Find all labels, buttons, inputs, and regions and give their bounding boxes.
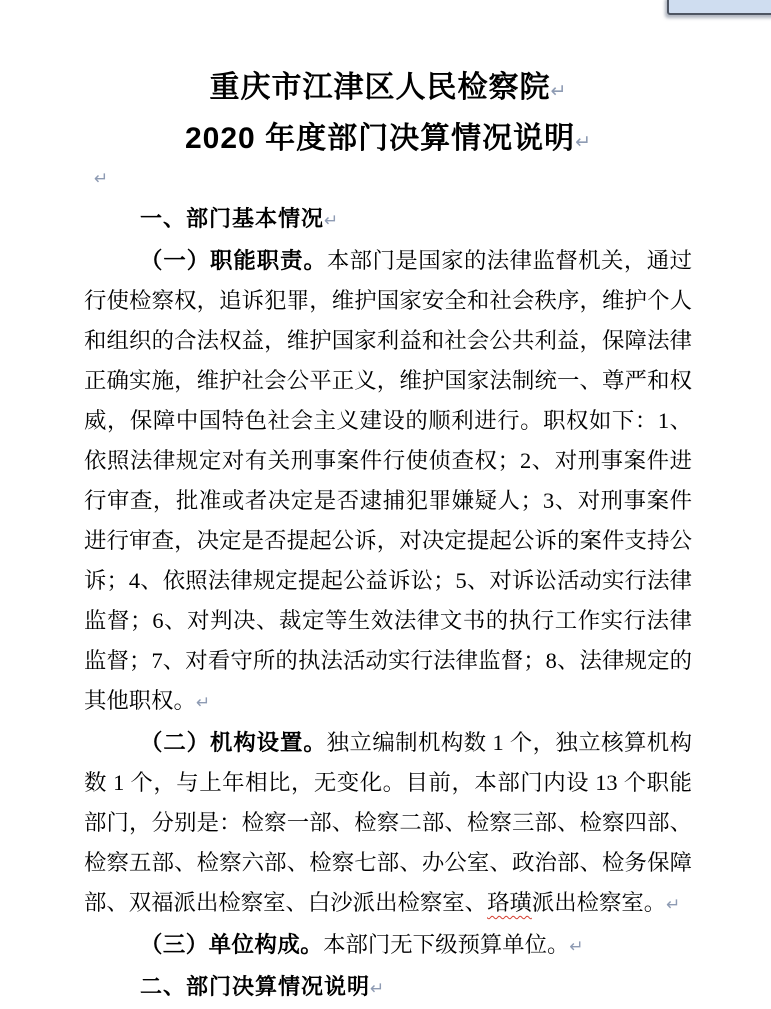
paragraph-organization: [84, 723, 692, 925]
paragraph-mark-icon: ↵: [666, 895, 681, 915]
spellcheck-flagged-word: 珞璜: [487, 890, 532, 915]
heading-basic-text: 一、部门基本情况: [140, 206, 325, 231]
heading-basic-info: [84, 199, 692, 241]
title-line-1: [84, 64, 692, 115]
paragraph-organization-lead: （二）机构设置。: [140, 730, 327, 755]
paragraph-unit: [84, 925, 692, 967]
paragraph-unit-lead: （三）单位构成。: [140, 932, 324, 957]
document-title: [84, 64, 692, 166]
paragraph-mark-icon: ↵: [575, 131, 591, 153]
empty-paragraph: [84, 166, 692, 192]
paragraph-organization-text: 独立编制机构数 1 个，独立核算机构数 1 个，与上年相比，无变化。目前，本部门内设 13 个职能部门，分别是：检察一部、检察二部、检察三部、检察四部、检察五部、检察六部、检察七部、办公室、政治部、检务保障部、双福派出检察室、白沙派出检察室、: [84, 730, 693, 915]
title-text-2: 2020 年度部门决算情况说明: [185, 122, 576, 155]
paragraph-mark-icon: ↵: [195, 693, 211, 713]
paragraph-duties-text: 本部门是国家的法律监督机关，通过行使检察权，追诉犯罪，维护国家安全和社会秩序，维护个人和组织的合法权益，维护国家利益和社会公共利益，保障法律正确实施，维护社会公平正义，维护国家法制统一、尊严和权威，保障中国特色社会主义建设的顺利进行。职权如下：1、依照法律规定对有关刑事案件行使侦查权；2、对刑事案件进行审查，批准或者决定是否逮捕犯罪嫌疑人；3、对刑事案件进行审查，决定是否提起公诉，对决定提起公诉的案件支持公诉；4、依照法律规定提起公益诉讼；5、对诉讼活动实行法律监督；6、对判决、裁定等生效法律文书的执行工作实行法律监督；7、对看守所的执法活动实行法律监督；8、法律规定的其他职权。: [84, 248, 693, 713]
paragraph-duties: [84, 241, 692, 723]
paragraph-duties-lead: （一）职能职责。: [140, 248, 327, 273]
document-body: [84, 64, 692, 1009]
paragraph-mark-icon: ↵: [94, 169, 109, 189]
scrollbar-thumb[interactable]: [667, 0, 771, 15]
paragraph-mark-icon: ↵: [569, 937, 584, 957]
heading-final-text: 二、部门决算情况说明: [140, 974, 371, 999]
title-line-2: [84, 115, 692, 166]
paragraph-mark-icon: ↵: [324, 211, 339, 231]
title-text-1: 重庆市江津区人民检察院: [209, 71, 551, 104]
paragraph-mark-icon: ↵: [370, 979, 385, 999]
paragraph-organization-text-end: 派出检察室。: [531, 890, 667, 915]
heading-final-accounts: [84, 967, 692, 1009]
paragraph-mark-icon: ↵: [550, 80, 567, 102]
paragraph-unit-text: 本部门无下级预算单位。: [323, 932, 570, 957]
